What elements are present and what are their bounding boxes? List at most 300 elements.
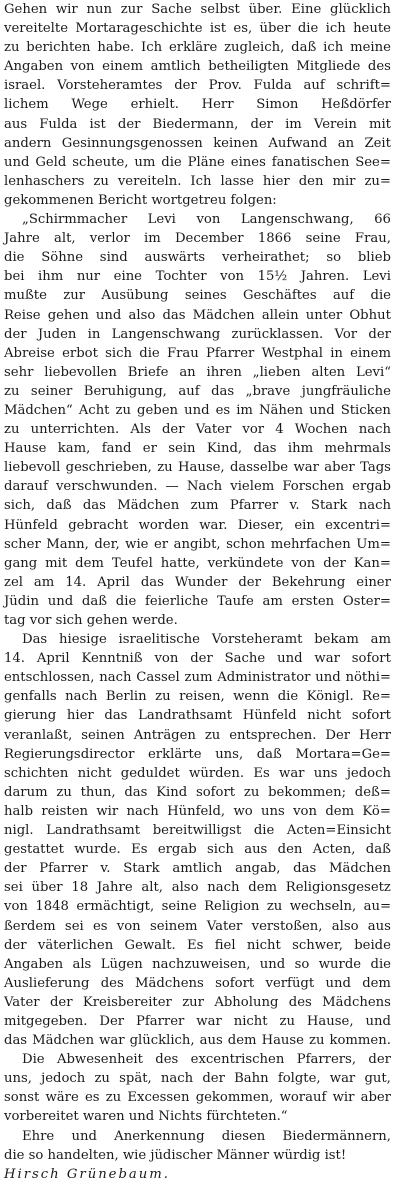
word: war (314, 651, 340, 667)
word: seinem (149, 918, 198, 934)
word: Anträgen (133, 727, 196, 743)
word: beide (354, 937, 391, 953)
word: ermächtigt, (76, 899, 155, 915)
text-line (4, 611, 391, 630)
word: hier (262, 173, 290, 189)
word: Mädchen (32, 1033, 95, 1049)
word: Mädchens (322, 994, 391, 1010)
word: nach (207, 880, 240, 896)
word: Acten, (312, 842, 356, 858)
word: es, (233, 21, 253, 37)
word: keinen (213, 135, 258, 151)
word: uns (261, 803, 285, 819)
word: bekam (314, 632, 359, 648)
word: wir (96, 803, 119, 819)
text-line (4, 477, 391, 496)
word: von (154, 651, 179, 667)
text-line (4, 993, 391, 1012)
text-line (4, 917, 391, 936)
word: Heßdörfer (321, 97, 391, 113)
word: gut, (364, 1071, 391, 1087)
word: Stark (310, 498, 348, 514)
text-line (4, 267, 391, 286)
word: Regierungsdirector (4, 746, 135, 762)
word: jungfräuliche (301, 383, 391, 399)
word: Sticken (340, 402, 391, 418)
word: aus (199, 1033, 223, 1049)
word: der (4, 861, 27, 877)
word: andern (4, 135, 52, 151)
word: Cassel (136, 670, 180, 686)
word: dem (248, 880, 278, 896)
word: nachzuweisen, (152, 956, 251, 972)
word: vor (242, 422, 265, 438)
text-line (4, 496, 391, 515)
word: lasse (220, 173, 254, 189)
word: dem (362, 975, 391, 991)
word: Hünfeld (4, 517, 58, 533)
word: erbot (62, 345, 98, 361)
word: der (117, 116, 141, 132)
word: Mann, (46, 536, 89, 552)
word: Vater (195, 422, 232, 438)
word: kam, (57, 441, 91, 457)
word: aber (324, 460, 355, 476)
word: Fulda (39, 116, 78, 132)
word: hatte, (160, 555, 200, 571)
word: 14. (65, 574, 87, 590)
word: seinen (81, 727, 125, 743)
word: Es (253, 765, 270, 781)
text-line (4, 115, 391, 134)
word: das (253, 441, 277, 457)
word: sehr (4, 364, 34, 380)
word: gierung (4, 708, 57, 724)
word: ßerdem (4, 918, 56, 934)
word: wechseln, (289, 899, 357, 915)
text-line (4, 573, 391, 592)
word: sofort (351, 651, 391, 667)
word: und (259, 956, 286, 972)
word: es (84, 1090, 100, 1106)
word: Angaben (4, 956, 64, 972)
word: Zeit (364, 135, 391, 151)
word: Acten=Einsicht (286, 823, 391, 839)
word: vielem (230, 479, 275, 495)
word: also (128, 307, 156, 323)
word: zugleich, (224, 40, 285, 56)
word: daß (46, 498, 72, 514)
word: Reise (4, 307, 41, 323)
word: amtlich (172, 861, 223, 877)
word: schwer, (292, 937, 343, 953)
word: glücklich (330, 2, 391, 17)
word: nach (358, 498, 391, 514)
word: Nähen (258, 402, 304, 418)
text-line (4, 38, 391, 57)
word: excentri= (325, 517, 391, 533)
word: Mädchen (117, 498, 180, 514)
word: uns (313, 765, 338, 781)
word: jedoch (346, 765, 391, 781)
word: war (279, 765, 305, 781)
text-line (4, 344, 391, 363)
word: zu (157, 460, 173, 476)
word: im (236, 402, 253, 418)
word: Religion (204, 899, 260, 915)
word: und (47, 593, 74, 609)
word: Kenntniß (81, 651, 143, 667)
word: Angaben (4, 59, 64, 75)
word: Acht (78, 402, 110, 418)
word: das (4, 1033, 28, 1049)
word: geduldet (120, 765, 180, 781)
text-line (4, 897, 391, 916)
word: aus (244, 842, 268, 858)
word: nach (65, 689, 98, 705)
word: Jahre (4, 231, 40, 247)
word: jedoch (41, 1071, 86, 1087)
word: Es (131, 842, 148, 858)
word: Levi“ (356, 364, 391, 380)
word: geschrieben, (65, 460, 152, 476)
word: der, (94, 536, 120, 552)
word: mehrmals (324, 441, 391, 457)
word: ergab (352, 479, 391, 495)
word: Mädchen (192, 307, 255, 323)
word: ein (294, 517, 315, 533)
word: alt, (141, 880, 163, 896)
word: zu (4, 40, 20, 56)
word: war (329, 1071, 356, 1087)
word: Kind (156, 784, 188, 800)
word: Söhne (41, 250, 84, 266)
word: Eine (291, 2, 322, 17)
word: ergab (157, 842, 197, 858)
text-line (4, 706, 391, 725)
text-line (4, 57, 391, 76)
text-line (4, 458, 391, 477)
word: aus (367, 918, 391, 934)
word: dem (227, 1033, 257, 1049)
text-line (4, 878, 391, 897)
word: Herr (359, 727, 391, 743)
text-line (4, 630, 391, 649)
word: die (161, 154, 182, 170)
word: den (298, 173, 324, 189)
word: und (4, 154, 30, 170)
text-line (4, 1069, 391, 1088)
word: Die (22, 1052, 45, 1068)
word: der (323, 555, 346, 571)
word: Sache (224, 651, 266, 667)
word: kommen. (329, 1033, 391, 1049)
word: Gewalt. (124, 937, 176, 953)
text-line (4, 955, 391, 974)
word: und (95, 307, 122, 323)
word: Abwesenheit (56, 1052, 143, 1068)
word: hiesige (59, 632, 107, 648)
word: ihren (206, 364, 242, 380)
word: der (174, 78, 197, 94)
word: Hause, (306, 1013, 354, 1029)
word: der (238, 574, 261, 590)
word: zu (115, 402, 131, 418)
word: ihm (38, 269, 64, 285)
word: Mortara=Ge= (295, 746, 391, 762)
word: Mitgliede (296, 59, 361, 75)
word: 18 (71, 880, 89, 896)
word: halb (4, 803, 34, 819)
word: nigl. (4, 823, 34, 839)
word: die (370, 956, 391, 972)
word: daß (81, 593, 108, 609)
word: Bahn (234, 1071, 269, 1087)
line-text: tag vor sich gehen werde. (4, 613, 178, 628)
word: es (92, 918, 108, 934)
word: Tochter (155, 269, 207, 285)
word: scheute, (72, 154, 129, 170)
word: der (250, 116, 273, 132)
word: sich, (4, 498, 36, 514)
word: dasselbe (229, 460, 289, 476)
word: Oster= (342, 593, 391, 609)
word: spät, (119, 1071, 152, 1087)
text-line (4, 191, 391, 210)
word: sich (105, 345, 133, 361)
word: Simon (256, 97, 299, 113)
word: Landrathsamt (138, 708, 233, 724)
word: von (220, 269, 245, 285)
word: nicht (233, 1013, 268, 1029)
word: den (277, 842, 303, 858)
text-line (4, 325, 391, 344)
word: war (196, 1013, 222, 1029)
word: als (72, 956, 92, 972)
word: nur (76, 269, 101, 285)
word: die (139, 345, 160, 361)
text-line (4, 210, 391, 229)
word: und (184, 402, 210, 418)
word: an (179, 364, 196, 380)
word: sei (4, 880, 23, 896)
word: ich (323, 40, 344, 56)
word: verstoßen, (251, 918, 323, 934)
word: 66 (374, 212, 391, 228)
word: auf (303, 78, 325, 94)
word: der (49, 994, 73, 1010)
word: Herr (201, 97, 234, 113)
word: dem (325, 803, 355, 819)
word: war (293, 460, 319, 476)
word: Pfarrers, (296, 1052, 357, 1068)
word: Frau, (354, 231, 391, 247)
word: Forschen (282, 479, 344, 495)
word: Hause, (178, 460, 225, 476)
word: Levi (147, 212, 176, 228)
word: Königl. (306, 689, 354, 705)
word: allein (261, 307, 299, 323)
word: über (259, 21, 291, 37)
word: zu (93, 173, 109, 189)
word: 15½ (257, 269, 288, 285)
word: entsprechen. (229, 727, 317, 743)
word: zu (105, 1090, 122, 1106)
word: die (277, 689, 299, 705)
word: er (153, 536, 169, 552)
word: zu (204, 727, 221, 743)
word: Geschäftes (243, 288, 317, 304)
word: seines (184, 288, 227, 304)
text-line (4, 1050, 391, 1069)
word: Auslieferung (4, 975, 90, 991)
word: Bekehrung (271, 574, 346, 590)
word: verheirathet; (221, 250, 310, 266)
text-line (4, 1107, 391, 1126)
word: zur (182, 994, 204, 1010)
text-line (4, 1127, 391, 1146)
word: Beruhigung, (83, 383, 167, 399)
word: Pfarrer (229, 498, 279, 514)
word: verschwunden. (55, 479, 158, 495)
word: Kind, (206, 441, 243, 457)
word: excentrischen (190, 1052, 285, 1068)
line-text: die so handelten, wie jüdischer Männer würdig ist! (4, 1147, 347, 1163)
word: zu (266, 899, 283, 915)
word: Gesinnungsgenossen (61, 135, 203, 151)
word: war (99, 1033, 125, 1049)
word: zu (4, 422, 20, 438)
word: April (97, 574, 130, 590)
text-line (4, 554, 391, 573)
word: nach (358, 422, 391, 438)
word: lenhaschers (4, 173, 85, 189)
word: das (211, 383, 235, 399)
word: 1866 (257, 231, 292, 247)
word: israelitische (118, 632, 200, 648)
word: reisen, (179, 689, 225, 705)
word: Mädchens (135, 975, 204, 991)
word: wir (55, 2, 78, 17)
word: gekommen, (195, 1090, 274, 1106)
word: wo (233, 803, 253, 819)
word: es (215, 402, 231, 418)
word: April (36, 651, 70, 667)
word: Wege (71, 97, 108, 113)
word: Um= (356, 536, 391, 552)
word: 14. (4, 651, 25, 667)
word: das (82, 498, 106, 514)
word: Anerkennung (114, 1128, 205, 1144)
word: ihm (287, 441, 314, 457)
word: zu (279, 1013, 295, 1029)
text-line (4, 802, 391, 821)
word: Vor (334, 326, 358, 342)
word: deß= (354, 784, 391, 800)
word: Der (325, 727, 351, 743)
word: Dieser, (237, 517, 284, 533)
word: im (144, 231, 161, 247)
text-line (4, 516, 391, 535)
text-line (4, 134, 391, 153)
word: Pläne (187, 154, 225, 170)
word: uns, (4, 1071, 32, 1087)
word: von (293, 803, 317, 819)
word: diesen (221, 1128, 266, 1144)
word: Vorsteheramt (211, 632, 303, 648)
word: um (134, 154, 156, 170)
text-line (4, 783, 391, 802)
word: Abholung (214, 994, 279, 1010)
word: auf (332, 288, 355, 304)
word: berichten (26, 40, 91, 56)
word: hier (66, 708, 94, 724)
word: der (202, 1071, 225, 1087)
text-line (4, 229, 391, 248)
text-line (4, 974, 391, 993)
word: Geld (35, 154, 67, 170)
word: sich (207, 842, 234, 858)
word: mußte (4, 288, 47, 304)
word: worden (138, 517, 189, 533)
word: seine (161, 899, 197, 915)
word: und (325, 975, 351, 991)
word: nöthi= (345, 670, 391, 686)
word: Sache (151, 2, 192, 17)
word: Westphal (261, 345, 323, 361)
word: so (294, 956, 310, 972)
word: erklärte (148, 746, 202, 762)
line-text: gekommenen Bericht wortgetreu folgen: (4, 192, 277, 208)
word: Das (22, 632, 48, 648)
text-line (4, 535, 391, 554)
word: das (162, 307, 186, 323)
word: der (4, 937, 27, 953)
text-line (4, 401, 391, 420)
word: zum (190, 498, 219, 514)
author-signature: Hirsch Grünebaum. (4, 1166, 170, 1182)
word: sofort (351, 708, 391, 724)
word: Kan= (353, 555, 391, 571)
word: Pfarrer (136, 1013, 185, 1029)
word: seine (305, 231, 341, 247)
word: wäre (45, 1090, 79, 1106)
word: über (31, 880, 63, 896)
word: au= (363, 899, 391, 915)
word: sofort (215, 975, 255, 991)
word: einer (356, 574, 391, 590)
word: väterlichen (37, 937, 114, 953)
word: Vater (206, 918, 243, 934)
word: vereiteln. (117, 173, 182, 189)
word: alt, (53, 231, 76, 247)
word: vereitelte (4, 21, 69, 37)
word: mit (368, 116, 391, 132)
word: zur (120, 2, 143, 17)
word: Biedermännern, (282, 1128, 391, 1144)
word: mit (45, 555, 68, 571)
text-line (4, 687, 391, 706)
word: er (142, 441, 157, 457)
word: Vorsteheramtes (57, 78, 163, 94)
word: betheiligten (208, 59, 289, 75)
word: schichten (4, 765, 69, 781)
text-line (4, 153, 391, 172)
word: angibt, (173, 536, 221, 552)
word: unterrichten. (30, 422, 120, 438)
article-body (4, 0, 391, 1165)
word: ersten (291, 593, 335, 609)
